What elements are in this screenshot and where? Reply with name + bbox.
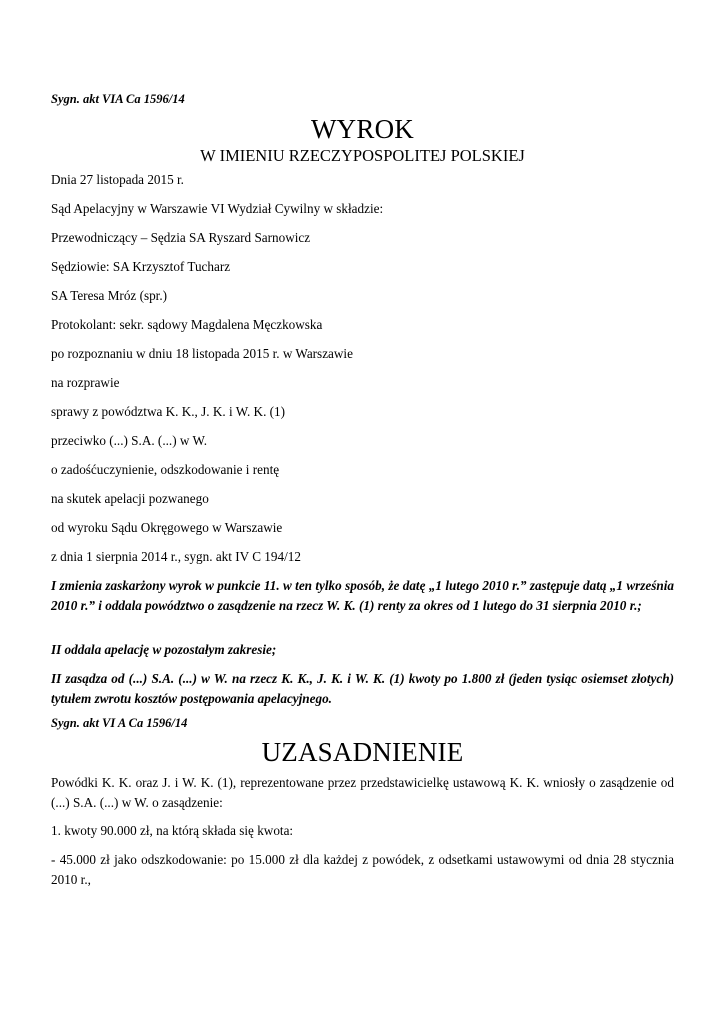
- ruling-3: II zasądza od (...) S.A. (...) w W. na rzecz K. K., J. K. i W. K. (1) kwoty po 1.800 zł (jeden tysiąc osiemset złotych) tytułem zwrotu kosztów postępowania apelacyjnego.: [51, 671, 674, 706]
- ruling-1: I zmienia zaskarżony wyrok w punkcie 11. w ten tylko sposób, że datę „1 lutego 2010 r.” zastępuje datą „1 września 2010 r.” i oddala powództwo o zasądzenie na rzecz W. K. (1) renty za okres od 1 lutego do 31 sierpnia 2010 r.;: [51, 578, 674, 613]
- line-date: Dnia 27 listopada 2015 r.: [51, 172, 184, 187]
- line-appeal: na skutek apelacji pozwanego: [51, 491, 209, 506]
- line-presiding: Przewodniczący – Sędzia SA Ryszard Sarnowicz: [51, 230, 311, 245]
- line-lower-court-date: z dnia 1 sierpnia 2014 r., sygn. akt IV C 194/12: [51, 549, 301, 564]
- line-hearing-date: po rozpoznaniu w dniu 18 listopada 2015 r. w Warszawie: [51, 346, 353, 361]
- line-court: Sąd Apelacyjny w Warszawie VI Wydział Cywilny w składzie:: [51, 201, 384, 216]
- line-clerk: Protokolant: sekr. sądowy Magdalena Męczkowska: [51, 317, 323, 332]
- line-hearing: na rozprawie: [51, 375, 120, 390]
- case-reference: Sygn. akt VIA Ca 1596/14: [51, 92, 185, 106]
- ruling-2: II oddala apelację w pozostałym zakresie;: [51, 642, 277, 657]
- justification-para-2: 1. kwoty 90.000 zł, na którą składa się kwota:: [51, 823, 294, 838]
- justification-para-3: - 45.000 zł jako odszkodowanie: po 15.000 zł dla każdej z powódek, z odsetkami ustawowymi od dnia 28 stycznia 2010 r.,: [51, 852, 674, 887]
- line-subject: o zadośćuczynienie, odszkodowanie i rentę: [51, 462, 280, 477]
- line-judges: Sędziowie: SA Krzysztof Tucharz: [51, 259, 231, 274]
- verdict-subtitle: W IMIENIU RZECZYPOSPOLITEJ POLSKIEJ: [200, 146, 525, 165]
- verdict-title: WYROK: [311, 114, 414, 144]
- justification-title: UZASADNIENIE: [261, 737, 464, 767]
- line-lower-court: od wyroku Sądu Okręgowego w Warszawie: [51, 520, 283, 535]
- second-case-reference: Sygn. akt VI A Ca 1596/14: [51, 716, 188, 730]
- line-judge-2: SA Teresa Mróz (spr.): [51, 288, 168, 303]
- line-plaintiffs: sprawy z powództwa K. K., J. K. i W. K. (1): [51, 404, 286, 419]
- line-defendant: przeciwko (...) S.A. (...) w W.: [51, 433, 208, 448]
- justification-para-1: Powódki K. K. oraz J. i W. K. (1), reprezentowane przez przedstawicielkę ustawową K. K. wniosły o zasądzenie od (...) S.A. (...) w W. o zasądzenie:: [51, 775, 674, 810]
